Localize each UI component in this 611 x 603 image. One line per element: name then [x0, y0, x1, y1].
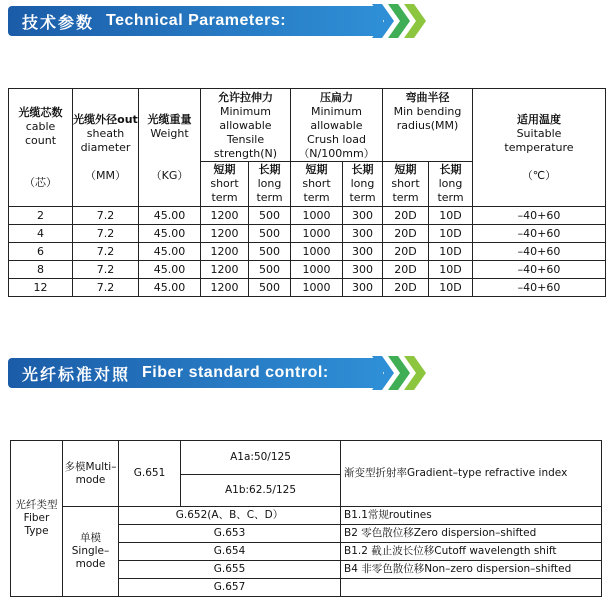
cell: 10D [429, 225, 473, 243]
cell: 10D [429, 243, 473, 261]
cell: 45.00 [139, 279, 201, 297]
cell: 10D [429, 207, 473, 225]
cell: 1000 [291, 261, 343, 279]
cell: 500 [249, 279, 291, 297]
table-row [9, 225, 606, 243]
header-tensile-short: 短期 short term [201, 162, 249, 207]
header-tensile-long: 长期 long term [249, 162, 291, 207]
cell: 7.2 [73, 225, 139, 243]
cell: 500 [249, 243, 291, 261]
fiber-type-label: 光纤类型 Fiber Type [11, 441, 63, 597]
cell: 500 [249, 207, 291, 225]
cell: 1200 [201, 207, 249, 225]
cell: 1200 [201, 279, 249, 297]
cell: 20D [383, 243, 429, 261]
std-cell: G.652(A、B、C、D） [119, 507, 341, 525]
multi-mode-desc: 渐变型折射率Gradient–type refractive index [341, 441, 602, 507]
tech-banner [0, 4, 611, 40]
cell: –40+60 [473, 261, 606, 279]
header-crush-long: 长期 long term [343, 162, 383, 207]
tech-banner-en: Technical Parameters: [106, 12, 287, 29]
cell: 20D [383, 261, 429, 279]
cell: 1000 [291, 207, 343, 225]
cell: –40+60 [473, 225, 606, 243]
single-mode-label: 单模 Single– mode [63, 507, 119, 597]
technical-parameters-table [8, 88, 606, 297]
cell: 1000 [291, 279, 343, 297]
table-row [9, 261, 606, 279]
cell: 45.00 [139, 207, 201, 225]
cell: 300 [343, 207, 383, 225]
tech-banner-cn: 技术参数 [22, 12, 95, 32]
fiber-banner-cn: 光纤标准对照 [22, 364, 131, 384]
a1b-cell: A1b:62.5/125 [181, 475, 341, 507]
std-cell: G.655 [119, 561, 341, 579]
cell: 6 [9, 243, 73, 261]
g651-cell: G.651 [119, 441, 181, 507]
header-weight: 光缆重量 Weight （KG） [139, 89, 201, 207]
cell: 8 [9, 261, 73, 279]
a1a-cell: A1a:50/125 [181, 441, 341, 475]
cell: 300 [343, 225, 383, 243]
desc-cell: B4 非零色散位移Non–zero dispersion–shifted [341, 561, 602, 579]
cell: 20D [383, 207, 429, 225]
cell: 45.00 [139, 225, 201, 243]
header-bending-short: 短期 short term [383, 162, 429, 207]
fiber-banner-en: Fiber standard control: [142, 364, 329, 381]
table-row [9, 279, 606, 297]
cell: 1200 [201, 225, 249, 243]
header-crush-load: 压扁力 Minimum allowable Crush load （N/100mm） [291, 89, 383, 162]
cell: 7.2 [73, 261, 139, 279]
table-row [9, 243, 606, 261]
cell: 12 [9, 279, 73, 297]
cell: –40+60 [473, 243, 606, 261]
header-sheath-diameter: 光缆外径out sheath diameter （MM） [73, 89, 139, 207]
header-tensile-strength: 允许拉伸力 Minimum allowable Tensile strength(N) [201, 89, 291, 162]
tech-banner-bar [8, 6, 383, 36]
cell: 10D [429, 279, 473, 297]
cell: 500 [249, 225, 291, 243]
cell: 1000 [291, 243, 343, 261]
cell: 7.2 [73, 207, 139, 225]
cell: 7.2 [73, 279, 139, 297]
chevron-icons [372, 356, 420, 392]
cell: 20D [383, 279, 429, 297]
cell: –40+60 [473, 207, 606, 225]
table-row [9, 207, 606, 225]
std-cell: G.654 [119, 543, 341, 561]
header-temperature: 适用温度 Suitable temperature （℃） [473, 89, 606, 207]
header-bending-long: 长期 long term [429, 162, 473, 207]
multi-mode-label: 多模Multi– mode [63, 441, 119, 507]
cell: 300 [343, 243, 383, 261]
cell: 20D [383, 225, 429, 243]
cell: 4 [9, 225, 73, 243]
desc-cell: B2 零色散位移Zero dispersion–shifted [341, 525, 602, 543]
std-cell: G.653 [119, 525, 341, 543]
header-cable-count: 光缆芯数 cable count （芯） [9, 89, 73, 207]
desc-cell [341, 579, 602, 597]
chevron-right-icon [404, 356, 426, 390]
header-crush-short: 短期 short term [291, 162, 343, 207]
header-bending-radius: 弯曲半径 Min bending radius(MM) [383, 89, 473, 162]
cell: 500 [249, 261, 291, 279]
cell: 45.00 [139, 261, 201, 279]
cell: 1200 [201, 243, 249, 261]
cell: 7.2 [73, 243, 139, 261]
std-cell: G.657 [119, 579, 341, 597]
fiber-standard-table [10, 440, 602, 597]
chevron-right-icon [404, 4, 426, 38]
cell: 300 [343, 279, 383, 297]
cell: 1200 [201, 261, 249, 279]
chevron-icons [372, 4, 420, 40]
cell: 10D [429, 261, 473, 279]
cell: –40+60 [473, 279, 606, 297]
cell: 2 [9, 207, 73, 225]
desc-cell: B1.2 截止波长位移Cutoff wavelength shift [341, 543, 602, 561]
cell: 300 [343, 261, 383, 279]
cell: 1000 [291, 225, 343, 243]
desc-cell: B1.1常规routines [341, 507, 602, 525]
fiber-banner-bar [8, 358, 383, 388]
cell: 45.00 [139, 243, 201, 261]
fiber-banner [0, 356, 611, 392]
